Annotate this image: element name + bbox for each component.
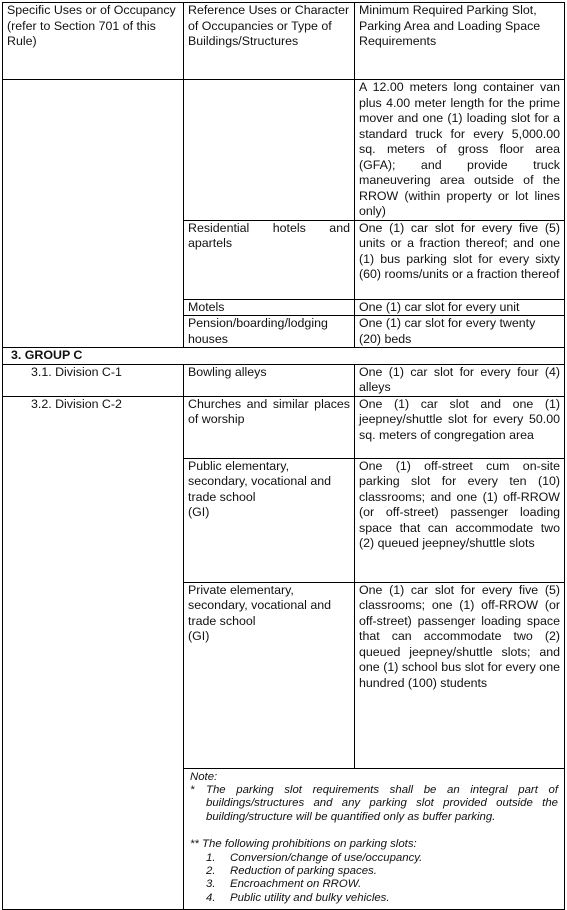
list-item (190, 865, 558, 878)
reference-line: secondary, vocational and (188, 598, 332, 612)
list-number: 4. (206, 891, 216, 904)
list-item (190, 878, 558, 891)
reference-churches: Churches and similar places of worship (184, 396, 355, 458)
table-header-row (3, 3, 565, 80)
requirement-motels: One (1) car slot for every unit (355, 299, 565, 316)
list-text: Conversion/change of use/occupancy. (230, 851, 423, 864)
division-c1-label: 3.1. Division C-1 (3, 364, 184, 396)
reference-residential-hotels: Residential hotels and apartels (184, 220, 355, 299)
use-cell-empty (3, 582, 184, 768)
header-reference-uses: Reference Uses or Character of Occupancies or Type of Buildings/Structures (184, 3, 355, 80)
use-cell-empty (3, 220, 184, 299)
reference-line: secondary, vocational and (188, 474, 332, 488)
note-title: Note: (190, 770, 218, 783)
use-cell-empty (3, 80, 184, 221)
reference-private-school (184, 582, 355, 768)
table-row (3, 316, 565, 348)
reference-pension-houses: Pension/boarding/lodging houses (184, 316, 355, 348)
requirement-public-school: One (1) off-street cum on-site parking slot for every ten (10) classrooms; and one (1) off-RROW (or off-street) passenger loading space that can accommodate two (2) queued jeepney/shuttle slots (355, 458, 565, 582)
use-cell-empty (3, 768, 184, 910)
list-item (190, 852, 558, 865)
reference-line: (GI) (188, 629, 210, 643)
table-row (3, 458, 565, 582)
prohibitions-list (190, 852, 558, 906)
use-cell-empty (3, 316, 184, 348)
division-c2-label: 3.2. Division C-2 (3, 396, 184, 458)
note-star-item (190, 784, 558, 824)
header-specific-uses: Specific Uses or of Occupancy (refer to Section 701 of this Rule) (3, 3, 184, 80)
list-number: 1. (206, 851, 216, 864)
requirement-pension-houses: One (1) car slot for every twenty (20) beds (355, 316, 565, 348)
note-spacer (190, 824, 558, 838)
table-note (184, 768, 565, 910)
prohibitions-title: ** The following prohibitions on parking slots: (190, 838, 417, 851)
requirement-residential-hotels: One (1) car slot for every five (5) units or a fraction thereof; and one (1) bus parking slot for every sixty (60) rooms/units or a fraction thereof (355, 220, 565, 299)
requirement-container-van: A 12.00 meters long container van plus 4.00 meter length for the prime mover and one (1) loading slot for a standard truck for every 5,000.00 sq. meters of gross floor area (GFA); and provide truck maneuvering area outside of the RROW (within property or lot lines only) (355, 80, 565, 221)
reference-public-school (184, 458, 355, 582)
list-text: Public utility and bulky vehicles. (230, 891, 390, 904)
table-row (3, 80, 565, 221)
list-number: 3. (206, 878, 216, 891)
group-row (3, 348, 565, 365)
list-text: Reduction of parking spaces. (230, 864, 377, 877)
reference-line: trade school (188, 489, 256, 504)
reference-motels: Motels (184, 299, 355, 316)
asterisk-marker: * (190, 783, 195, 796)
reference-line: trade school (188, 613, 256, 628)
note-star-text: The parking slot requirements shall be an integral part of buildings/structures and any parking slot provided outside the building/structure will be quantified only as buffer parking. (206, 783, 558, 823)
parking-requirements-table (2, 2, 565, 910)
table-row (3, 364, 565, 396)
requirement-bowling-alleys: One (1) car slot for every four (4) alleys (355, 364, 565, 396)
requirement-churches: One (1) car slot and one (1) jeepney/shuttle slot for every 50.00 sq. meters of congregation area (355, 396, 565, 458)
requirement-private-school: One (1) car slot for every five (5) classrooms; one (1) off-RROW (or off-street) passenger loading space that can accommodate two (2) queued jeepney/shuttle slots; and one (1) school bus slot for every one hundred (100) students (355, 582, 565, 768)
use-cell-empty (3, 299, 184, 316)
use-cell-empty (3, 458, 184, 582)
list-number: 2. (206, 864, 216, 877)
reference-line: Public elementary, (188, 458, 290, 473)
reference-bowling-alleys: Bowling alleys (184, 364, 355, 396)
table-row (3, 396, 565, 458)
document-page (2, 2, 564, 906)
reference-cell-empty (184, 80, 355, 221)
note-row (3, 768, 565, 910)
group-c-heading: 3. GROUP C (3, 348, 565, 365)
table-row (3, 582, 565, 768)
reference-line: (GI) (188, 505, 210, 519)
table-row (3, 299, 565, 316)
table-row (3, 220, 565, 299)
list-item (190, 892, 558, 905)
list-text: Encroachment on RROW. (230, 878, 362, 891)
reference-line: Private elementary, (188, 582, 294, 597)
header-minimum-required: Minimum Required Parking Slot, Parking Area and Loading Space Requirements (355, 3, 565, 80)
